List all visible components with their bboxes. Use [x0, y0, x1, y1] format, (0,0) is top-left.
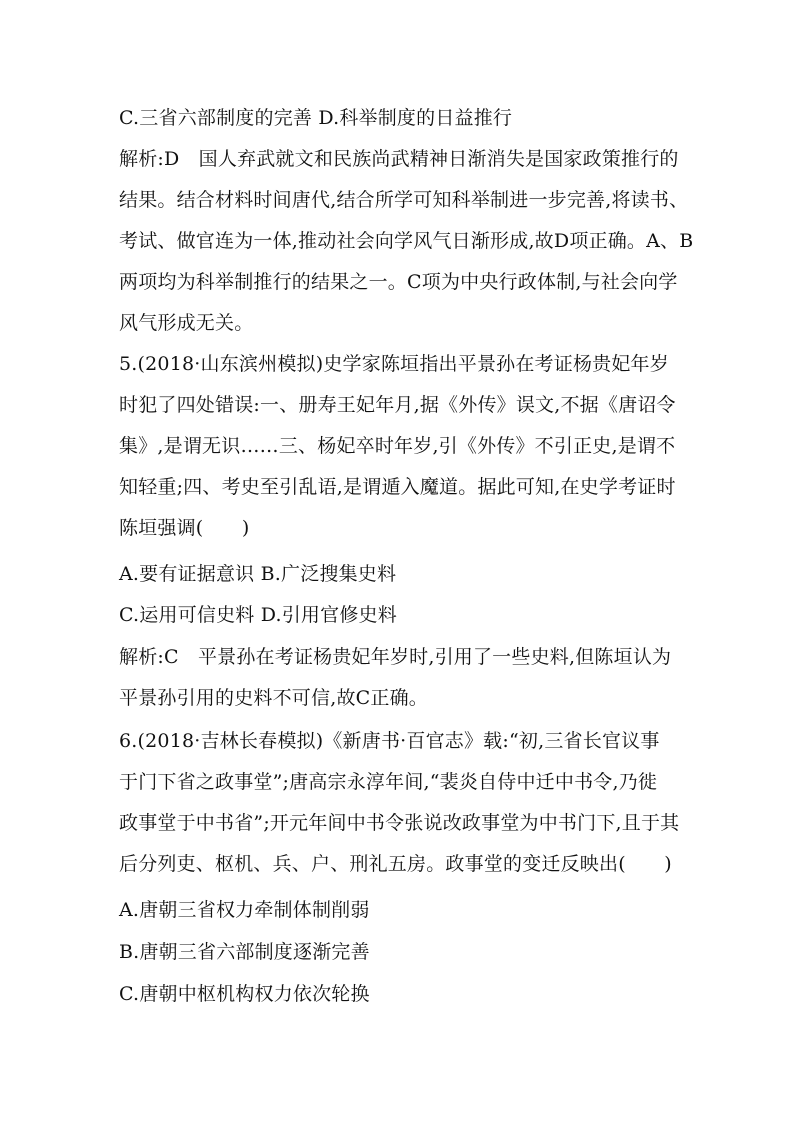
question-6-line: 后分列吏、枢机、兵、户、刑礼五房。政事堂的变迁反映出( ) [119, 853, 672, 875]
question-5-line: 陈垣强调( ) [119, 517, 250, 539]
option-line-cd-q5: C.运用可信史料 D.引用官修史料 [119, 604, 397, 626]
question-5-line: 时犯了四处错误:一、册寿王妃年月,据《外传》误文,不据《唐诏令 [119, 394, 676, 416]
question-6-line: 6.(2018·吉林长春模拟)《新唐书·百官志》载:“初,三省长官议事 [119, 730, 660, 752]
analysis-line: 平景孙引用的史料不可信,故C正确。 [119, 687, 428, 709]
question-5-line: 知轻重;四、考史至引乱语,是谓遁入魔道。据此可知,在史学考证时 [119, 476, 676, 498]
option-b-q6: B.唐朝三省六部制度逐渐完善 [119, 941, 370, 963]
option-line-ab-q5: A.要有证据意识 B.广泛搜集史料 [119, 563, 397, 585]
option-line-cd-q4: C.三省六部制度的完善 D.科举制度的日益推行 [119, 107, 513, 129]
analysis-line: 风气形成无关。 [119, 312, 254, 334]
question-6-line: 于门下省之政事堂”;唐高宗永淳年间,“裴炎自侍中迁中书令,乃徙 [119, 771, 658, 793]
question-6-line: 政事堂于中书省”;开元年间中书令张说改政事堂为中书门下,且于其 [119, 812, 680, 834]
analysis-line: 解析:C 平景孙在考证杨贵妃年岁时,引用了一些史料,但陈垣认为 [119, 646, 672, 668]
analysis-line: 两项均为科举制推行的结果之一。C项为中央行政体制,与社会向学 [119, 271, 678, 293]
option-c-q6: C.唐朝中枢机构权力依次轮换 [119, 983, 370, 1005]
analysis-line: 解析:D 国人弃武就文和民族尚武精神日渐消失是国家政策推行的 [119, 148, 679, 170]
analysis-line: 结果。结合材料时间唐代,结合所学可知科举制进一步完善,将读书、 [119, 189, 689, 211]
analysis-line: 考试、做官连为一体,推动社会向学风气日渐形成,故D项正确。A、B [119, 230, 694, 252]
question-5-line: 集》,是谓无识……三、杨妃卒时年岁,引《外传》不引正史,是谓不 [119, 435, 676, 457]
question-5-line: 5.(2018·山东滨州模拟)史学家陈垣指出平景孙在考证杨贵妃年岁 [119, 353, 669, 375]
option-a-q6: A.唐朝三省权力牵制体制削弱 [119, 899, 370, 921]
